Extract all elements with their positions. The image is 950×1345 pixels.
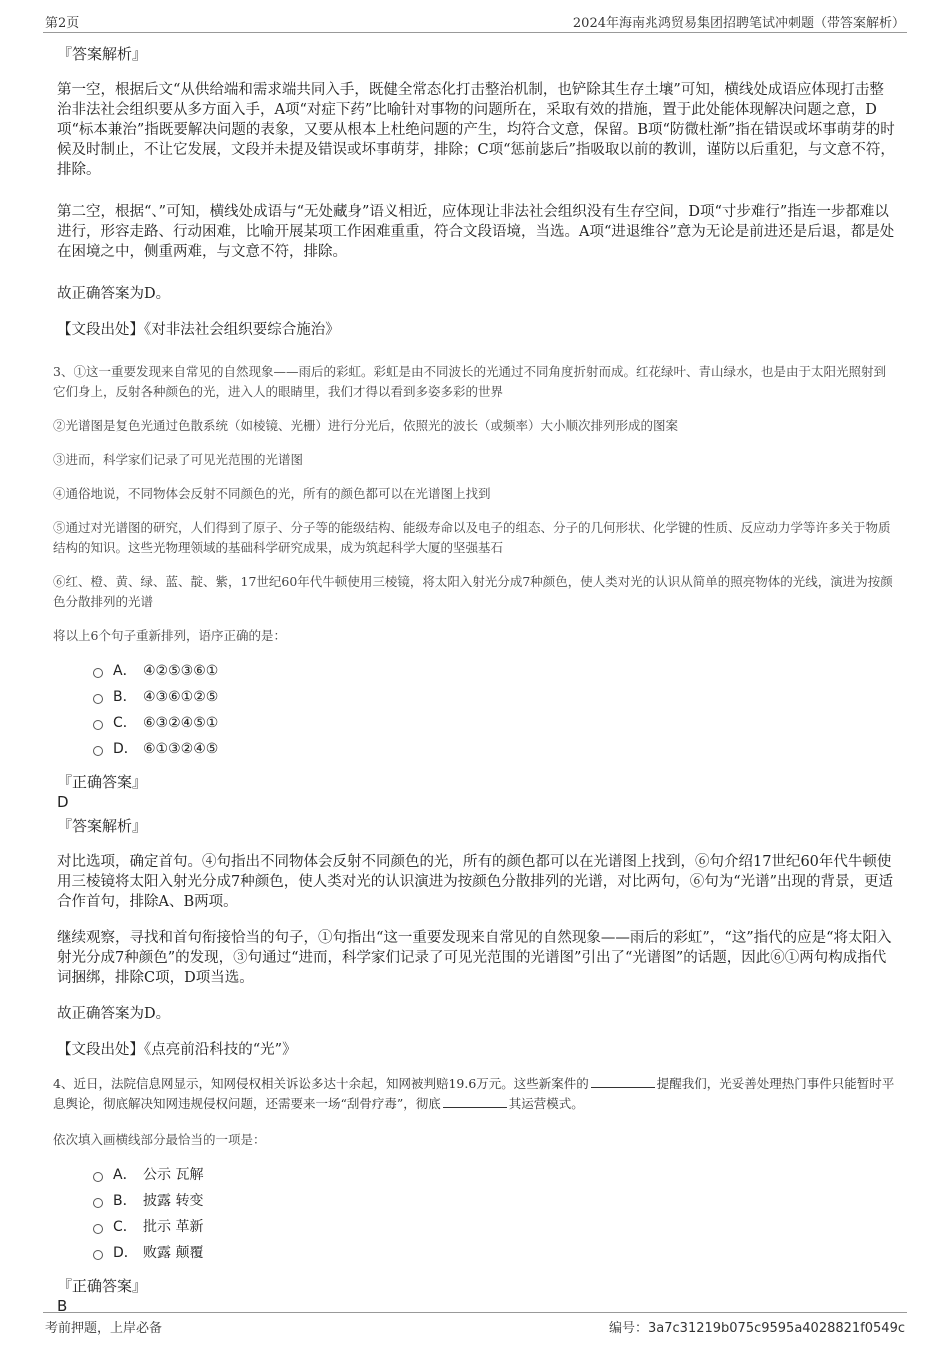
question-3 bbox=[53, 362, 897, 1060]
page-footer bbox=[43, 1312, 907, 1337]
radio-icon[interactable] bbox=[93, 1250, 103, 1260]
q3-prompt: 将以上6个句子重新排列，语序正确的是： bbox=[53, 628, 286, 643]
analysis-paragraph: 第一空，根据后文“从供给端和需求端共同入手，既健全常态化打击整治机制，也铲除其生存土壤”可知，横线处成语应体现打击整治非法社会组织要从多方面入手，A项“对症下药”比喻针对事物的问题所在，采取有效的措施，置于此处能体现解决问题之意，D项“标本兼治”指既要解决问题的表象，又要从根本上杜绝问题的产生，均符合文意，保留。B项“防微杜渐”指在错误或坏事萌芽的时候及时制止，不让它发展，文段并未提及错误或坏事萌芽，排除；C项“惩前毖后”指吸取以前的教训，谨防以后重犯，与文意不符，排除。 bbox=[57, 82, 895, 178]
q2-analysis bbox=[57, 80, 897, 304]
q3-options bbox=[93, 658, 897, 762]
radio-icon[interactable] bbox=[93, 1224, 103, 1234]
page-number: 第2页 bbox=[45, 16, 80, 31]
q3-sentence-4: ④通俗地说，不同物体会反射不同颜色的光，所有的颜色都可以在光谱图上找到 bbox=[53, 486, 491, 501]
option-d[interactable]: D． 败露 颠覆 bbox=[93, 1240, 897, 1266]
radio-icon[interactable] bbox=[93, 720, 103, 730]
q4-prompt: 依次填入画横线部分最恰当的一项是： bbox=[53, 1132, 266, 1147]
blank-line bbox=[443, 1095, 507, 1108]
q2-source: 【文段出处】《对非法社会组织要综合施治》 bbox=[57, 322, 340, 338]
radio-icon[interactable] bbox=[93, 1172, 103, 1182]
option-c[interactable]: C． 批示 革新 bbox=[93, 1214, 897, 1240]
q3-sentence-2: ②光谱图是复色光通过色散系统（如棱镜、光栅）进行分光后，依照光的波长（或频率）大小顺次排列形成的图案 bbox=[53, 418, 679, 433]
q3-sentence-6: ⑥红、橙、黄、绿、蓝、靛、紫，17世纪60年代牛顿使用三棱镜，将太阳入射光分成7种颜色，使人类对光的认识从简单的照亮物体的光线，演进为按颜色分散排列的光谱 bbox=[53, 574, 893, 609]
q4-answer: B bbox=[57, 1297, 68, 1315]
option-a[interactable]: A． ④②⑤③⑥① bbox=[93, 658, 897, 684]
blank-line bbox=[591, 1075, 655, 1088]
q3-sentence-5: ⑤通过对光谱图的研究，人们得到了原子、分子等的能级结构、能级寿命以及电子的组态、分子的几何形状、化学键的性质、反应动力学等许多关于物质结构的知识。这些光物理领域的基础科学研究成果，成为筑起科学大厦的坚强基石 bbox=[53, 520, 891, 555]
option-b[interactable]: B． ④③⑥①②⑤ bbox=[93, 684, 897, 710]
analysis-conclusion: 故正确答案为D。 bbox=[57, 286, 171, 302]
page-content bbox=[53, 44, 897, 1320]
answer-tag: 『正确答案』 bbox=[57, 1277, 148, 1295]
q3-sentence-3: ③进而，科学家们记录了可见光范围的光谱图 bbox=[53, 452, 304, 467]
analysis-paragraph: 对比选项，确定首句。④句指出不同物体会反射不同颜色的光，所有的颜色都可以在光谱图上找到，⑥句介绍17世纪60年代牛顿使用三棱镜将太阳入射光分成7种颜色，使人类对光的认识演进为按颜色分散排列的光谱，对比两句，⑥句为“光谱”出现的背景，更适合作首句，排除A、B两项。 bbox=[57, 854, 894, 910]
option-b[interactable]: B． 披露 转变 bbox=[93, 1188, 897, 1214]
option-c[interactable]: C． ⑥③②④⑤① bbox=[93, 710, 897, 736]
document-title: 2024年海南兆鸿贸易集团招聘笔试冲刺题（带答案解析） bbox=[572, 16, 905, 31]
q4-options bbox=[93, 1162, 897, 1266]
option-d[interactable]: D． ⑥①③②④⑤ bbox=[93, 736, 897, 762]
q3-answer: D bbox=[57, 793, 69, 811]
q3-source: 【文段出处】《点亮前沿科技的“光”》 bbox=[57, 1042, 297, 1058]
page-header bbox=[43, 10, 907, 33]
question-4 bbox=[53, 1074, 897, 1316]
q4-stem: 4、近日，法院信息网显示，知网侵权相关诉讼多达十余起，知网被判赔19.6万元。这些新案件的 提醒我们，光妥善处理热门事件只能暂时平息舆论，彻底解决知网违规侵权问题，还需要来一场“刮骨疗毒”，彻底 其运营模式。 bbox=[53, 1076, 895, 1111]
document-code: 编号：3a7c31219b075c9595a4028821f0549c bbox=[609, 1321, 905, 1336]
q3-sentence-1: 3、①这一重要发现来自常见的自然现象——雨后的彩虹。彩虹是由不同波长的光通过不同角度折射而成。红花绿叶、青山绿水，也是由于太阳光照射到它们身上，反射各种颜色的光，进入人的眼睛里，我们才得以看到多姿多彩的世界 bbox=[53, 364, 886, 399]
analysis-tag: 『答案解析』 bbox=[57, 817, 148, 835]
radio-icon[interactable] bbox=[93, 1198, 103, 1208]
option-a[interactable]: A． 公示 瓦解 bbox=[93, 1162, 897, 1188]
q3-analysis bbox=[57, 852, 897, 1024]
radio-icon[interactable] bbox=[93, 746, 103, 756]
analysis-paragraph: 第二空，根据“、”可知，横线处成语与“无处藏身”语义相近，应体现让非法社会组织没有生存空间，D项“寸步难行”指连一步都难以进行，形容走路、行动困难，比喻开展某项工作困难重重，符合文段语境，当选。A项“进退维谷”意为无论是前进还是后退，都是处在困境之中，侧重两难，与文意不符，排除。 bbox=[57, 204, 895, 260]
radio-icon[interactable] bbox=[93, 668, 103, 678]
analysis-tag: 『答案解析』 bbox=[57, 45, 148, 63]
footer-motto: 考前押题，上岸必备 bbox=[45, 1321, 163, 1336]
analysis-conclusion: 故正确答案为D。 bbox=[57, 1006, 171, 1022]
radio-icon[interactable] bbox=[93, 694, 103, 704]
answer-tag: 『正确答案』 bbox=[57, 773, 148, 791]
analysis-paragraph: 继续观察，寻找和首句衔接恰当的句子，①句指出“这一重要发现来自常见的自然现象——雨后的彩虹”，“这”指代的应是“将太阳入射光分成7种颜色”的发现，③句通过“进而，科学家们记录了可见光范围的光谱图”引出了“光谱图”的话题，因此⑥①两句构成指代词捆绑，排除C项，D项当选。 bbox=[57, 930, 892, 986]
